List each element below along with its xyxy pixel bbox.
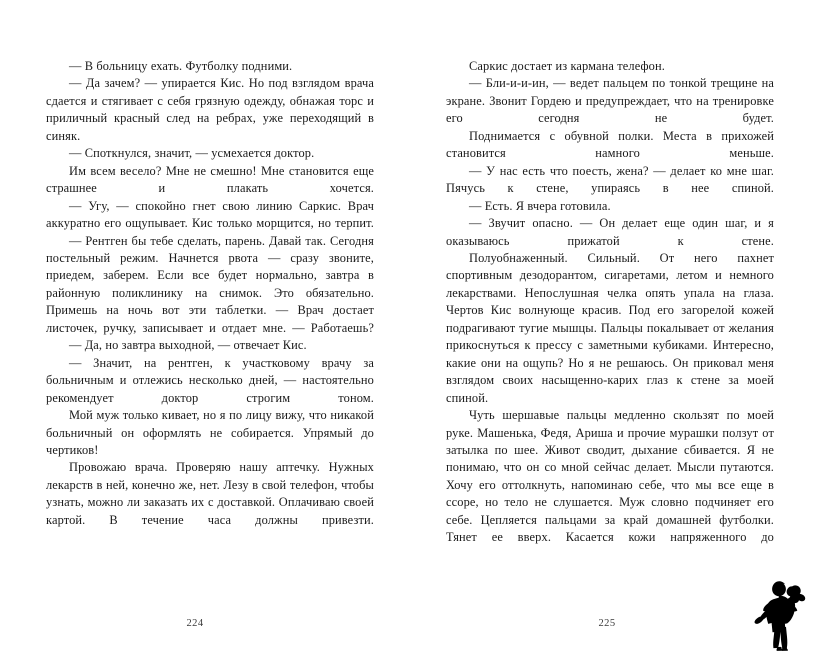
paragraph: — Звучит опасно. — Он делает еще один шаг, и я оказываюсь прижатой к стене. xyxy=(446,216,774,248)
couple-silhouette-icon xyxy=(745,578,811,652)
paragraph: Поднимается с обувной полки. Места в прихожей становится намного меньше. xyxy=(446,128,774,161)
page-number-right: 225 xyxy=(598,618,616,629)
paragraph: — Да, но завтра выходной, — отвечает Кис. xyxy=(69,338,307,353)
paragraph: — В больницу ехать. Футболку подними. xyxy=(69,59,293,73)
paragraph: — Рентген бы тебе сделать, парень. Давай так. Сегодня постельный режим. Начнется рвота — сразу звоните, приедем, заберем. Если все будет нормально, завтра в районную поликлинику на снимок. Это обязательно. Примешь на ночь вот эти таблетки. — Врач достает листочек, ручку, записывает и отдает мне. — Работаешь? xyxy=(46,233,374,335)
paragraph: — Значит, на рентген, к участковому врачу за больничным и отлежись несколько дней, — настоятельно рекомендует доктор строгим тоном. xyxy=(46,355,374,405)
paragraph: Мой муж только кивает, но я по лицу вижу, что никакой больничный он оформлять не собирается. Упрямый до чертиков! xyxy=(46,408,374,457)
paragraph: Им всем весело? Мне не смешно! Мне становится еще страшнее и плакать хочется. xyxy=(46,163,374,196)
paragraph: — Есть. Я вчера готовила. xyxy=(469,198,611,213)
paragraph: Чуть шершавые пальцы медленно скользят по моей руке. Машенька, Федя, Ариша и прочие мурашки ползут от затылка по шее. Живот сводит, дыхание сбивается. Я не понимаю, что он со мной сейчас делает. Мысли путаются. Хочу его оттолкнуть, напоминаю себе, что мы все еще в ссоре, но тело не слушается. Муж словно подчиняет его себе. Цепляется пальцами за край домашней футболки. Тянет ее вверх. Касается кожи напряженного до xyxy=(446,408,774,545)
paragraph: — Споткнулся, значит, — усмехается доктор. xyxy=(69,146,315,161)
page-right xyxy=(410,0,820,656)
paragraph: Саркис достает из кармана телефон. xyxy=(469,59,665,73)
paragraph: Полуобнаженный. Сильный. От него пахнет спортивным дезодорантом, сигаретами, летом и немного лекарствами. Непослушная челка опять упала на глаза. Чертов Кис волнующе красив. Под его загорелой кожей подрагивают тугие мышцы. Пальцы покалывает от желания прикоснуться к прессу с заметными кубиками. Интересно, какие они на ощупь? Но я не решаюсь. Он приковал меня взглядом своих насыщенно-карих глаз к стене за моей спиной. xyxy=(446,250,774,405)
paragraph: Провожаю врача. Проверяю нашу аптечку. Нужных лекарств в ней, конечно же, нет. Лезу в свой телефон, чтобы узнать, можно ли заказать их с доставкой. Оплачиваю своей картой. В течение часа должны привезти. xyxy=(46,460,374,527)
paragraph: — Бли-и-и-ин, — ведет пальцем по тонкой трещине на экране. Звонит Гордею и предупреждает, что на тренировке его сегодня не будет. xyxy=(446,76,774,126)
paragraph: — Угу, — спокойно гнет свою линию Саркис. Врач аккуратно его ощупывает. Кис только морщится, но терпит. xyxy=(46,198,374,231)
paragraph: — У нас есть что поесть, жена? — делает ко мне шаг. Пячусь к стене, упираясь в нее спиной. xyxy=(446,163,774,196)
page-number-left: 224 xyxy=(186,618,204,629)
paragraph: — Да зачем? — упирается Кис. Но под взглядом врача сдается и стягивает с себя грязную одежду, обнажая торс и приличный красный след на ребрах, уже переходящий в синяк. xyxy=(46,76,374,143)
right-page-text-column xyxy=(446,58,774,547)
left-page-text-column xyxy=(46,58,374,529)
